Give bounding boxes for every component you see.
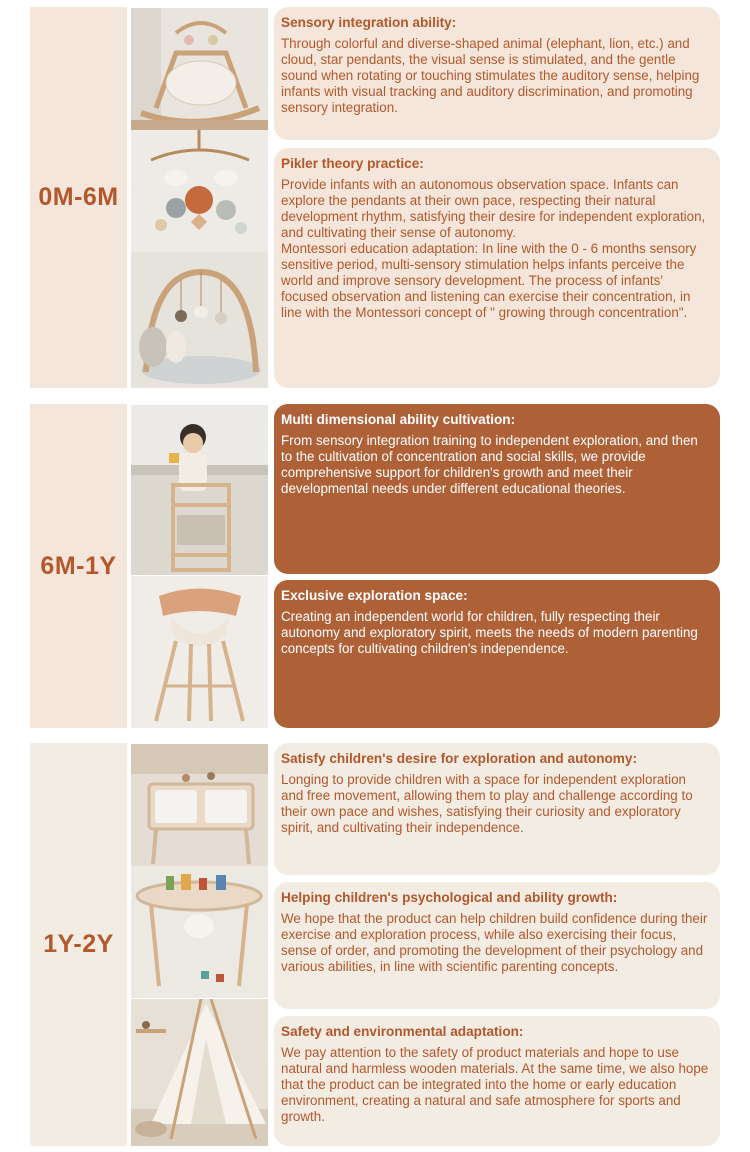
activity-table-photo [131, 866, 268, 998]
age-section-0m-6m [30, 7, 720, 388]
card-title: Pikler theory practice: [281, 156, 424, 171]
card-paragraph: We hope that the product can help children build confidence during their exercise and exploration process, while also exercising their focus, sense of order, and promoting the development of their psychology and various abilities, in line with scientific parenting concepts. [281, 911, 708, 974]
card-paragraph: Creating an independent world for children, fully respecting their autonomy and exploratory spirit, meets the needs of modern parenting concepts for cultivating children's independence. [281, 609, 698, 656]
info-card-safety-environment [274, 1016, 720, 1146]
card-paragraph: Montessori education adaptation: In line with the 0 - 6 months sensory sensitive period, multi-sensory stimulation helps infants perceive the world and improve sensory development. The process of infants' focused observation and listening can exercise their concentration, in line with the Montessori concept of " growing through concentration". [281, 241, 697, 320]
age-section-6m-1y [30, 404, 720, 728]
learning-tower-photo [131, 405, 268, 575]
card-paragraph: We pay attention to the safety of product materials and hope to use natural and harmless wooden materials. At the same time, we also hope that the product can be integrated into the home or early education environment, creating a natural and safe atmosphere for sports and growth. [281, 1045, 709, 1124]
info-card-psychological-growth [274, 882, 720, 1009]
card-body [281, 36, 712, 116]
info-card-pikler-theory [274, 148, 720, 388]
card-body [281, 1045, 712, 1125]
card-paragraph: Longing to provide children with a space for independent exploration and free movement, allowing them to play and challenge according to their own pace and wishes, satisfying their curiosity and exploratory spirit, and cultivating their independence. [281, 772, 693, 835]
high-chair-photo [131, 576, 268, 728]
card-title: Sensory integration ability: [281, 15, 457, 30]
card-body [281, 177, 712, 321]
sensory-table-photo [131, 744, 268, 866]
card-title: Satisfy children's desire for exploration and autonomy: [281, 751, 637, 766]
card-paragraph: From sensory integration training to independent exploration, and then to the cultivation of concentration and social skills, we provide comprehensive support for children's growth and meet their developmental needs under different educational theories. [281, 433, 698, 496]
crib-mobile-photo [131, 130, 268, 252]
age-label: 1Y-2Y [43, 930, 114, 958]
play-tent-photo [131, 999, 268, 1146]
card-paragraph: Provide infants with an autonomous observation space. Infants can explore the pendants at their own pace, respecting their natural development rhythm, satisfying their desire for independent exploration, and cultivating their sense of autonomy. [281, 177, 706, 240]
card-title: Helping children's psychological and ability growth: [281, 890, 618, 905]
age-label: 0M-6M [38, 183, 119, 211]
info-card-multi-dimensional [274, 404, 720, 574]
card-body [281, 772, 712, 836]
card-title: Exclusive exploration space: [281, 588, 468, 603]
card-title: Safety and environmental adaptation: [281, 1024, 524, 1039]
baby-bouncer-photo [131, 8, 268, 130]
age-column [30, 7, 127, 388]
age-section-1y-2y [30, 743, 720, 1146]
play-gym-photo [131, 252, 268, 388]
age-label: 6M-1Y [40, 551, 117, 580]
info-card-exploration-space [274, 580, 720, 728]
card-body [281, 911, 712, 975]
card-body [281, 433, 712, 497]
age-column [30, 743, 127, 1146]
card-body [281, 609, 712, 657]
info-card-sensory-integration [274, 7, 720, 140]
age-column [30, 404, 127, 728]
card-paragraph: Through colorful and diverse-shaped animal (elephant, lion, etc.) and cloud, star pendants, the visual sense is stimulated, and the gentle sound when rotating or touching stimulates the auditory sense, helping infants with visual tracking and auditory discrimination, and promoting sensory integration. [281, 36, 700, 115]
card-title: Multi dimensional ability cultivation: [281, 412, 516, 427]
info-card-exploration-autonomy [274, 743, 720, 875]
